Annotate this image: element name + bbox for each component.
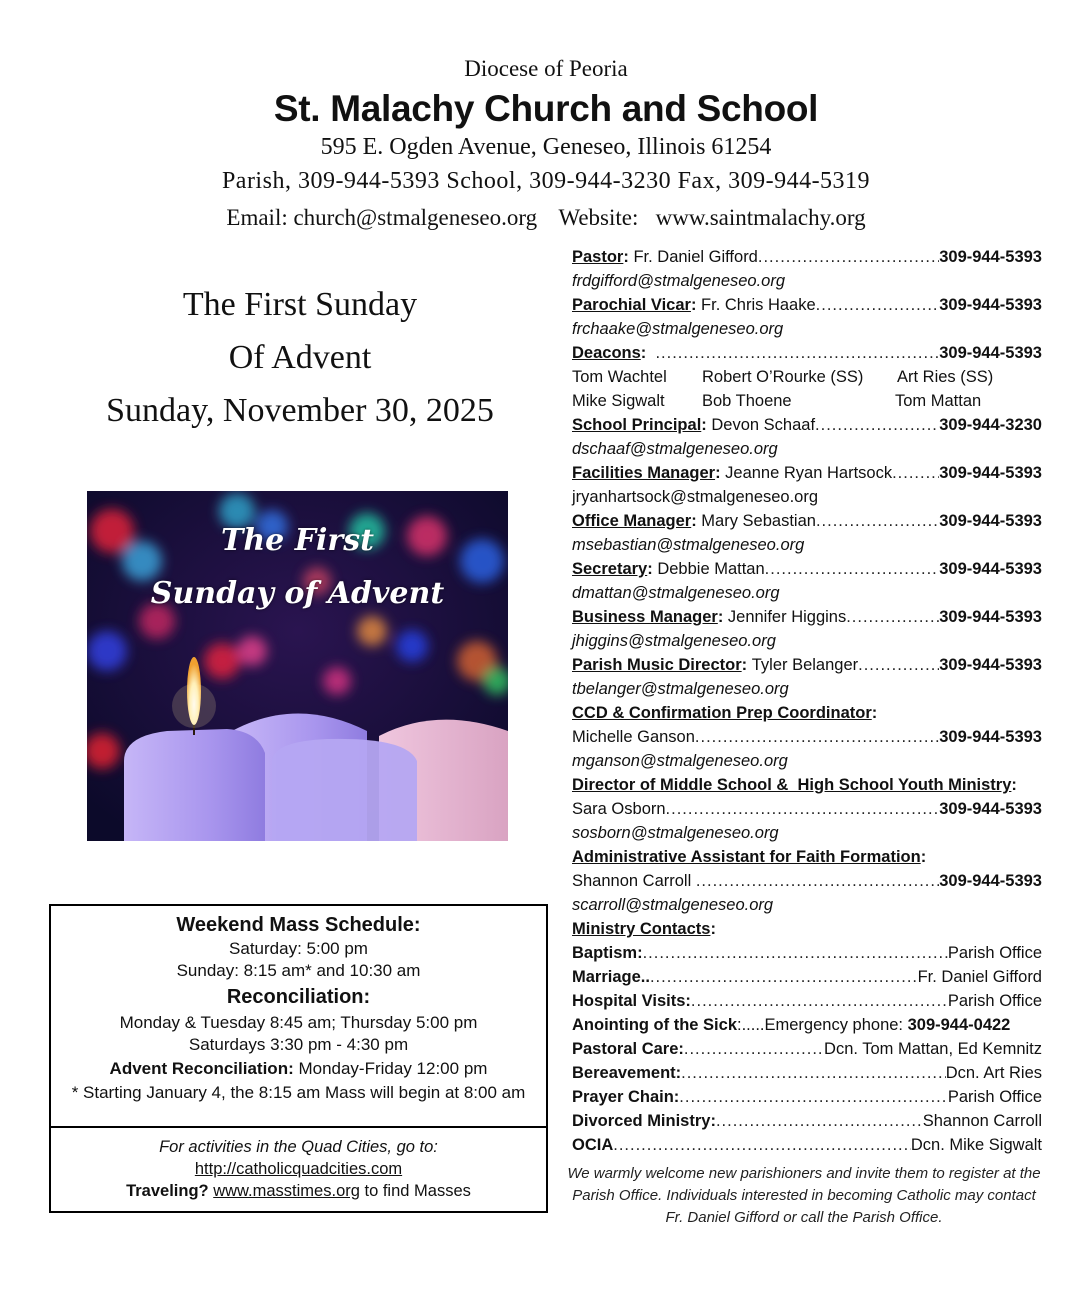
staff-name: Fr. Chris Haake (701, 296, 816, 314)
sunday-date: Sunday, November 30, 2025 (106, 392, 494, 429)
traveling-label: Traveling? (126, 1182, 209, 1200)
staff-phone: 309-944-5393 (939, 560, 1042, 578)
staff-name: Jeanne Ryan Hartsock (725, 464, 893, 482)
mass-schedule-box (49, 904, 548, 1213)
staff-name: Tyler Belanger (751, 656, 859, 674)
leader-dots (650, 965, 918, 989)
leader-dots (858, 653, 939, 677)
emergency-phone: 309-944-0422 (907, 1016, 1011, 1034)
staff-title: CCD & Confirmation Prep Coordinator (572, 704, 872, 722)
advent-reconciliation-label: Advent Reconciliation: (109, 1059, 294, 1078)
leader-dots (695, 725, 939, 749)
advent-reconciliation-time: Monday-Friday 12:00 pm (293, 1059, 488, 1078)
staff-directory (572, 245, 1042, 1157)
deacon-name: Tom Wachtel (572, 368, 667, 386)
staff-phone: 309-944-5393 (939, 344, 1042, 362)
staff-name: Mary Sebastian (701, 512, 816, 530)
leader-dots (691, 989, 948, 1013)
ministry-row (572, 989, 1042, 1013)
advent-candles-image (87, 491, 508, 841)
staff-email[interactable]: sosborn@stmalgeneseo.org (572, 824, 779, 842)
staff-email[interactable]: frchaake@stmalgeneseo.org (572, 320, 784, 338)
ministry-label: Marriage.. (572, 968, 650, 986)
ministry-label: OCIA (572, 1136, 614, 1154)
leader-dots (716, 1109, 923, 1133)
church-name: St. Malachy Church and School (273, 88, 819, 129)
traveling-suffix: to find Masses (359, 1182, 471, 1200)
sunday-title-line2: Of Advent (228, 339, 372, 376)
activities-section (51, 1128, 546, 1202)
image-title-line2: Sunday of Advent (150, 576, 445, 611)
staff-email[interactable]: jhiggins@stmalgeneseo.org (572, 632, 776, 650)
ministry-label: Pastoral Care: (572, 1040, 684, 1058)
leader-dots (684, 1037, 824, 1061)
ministry-value: Parish Office (947, 992, 1042, 1010)
saturday-mass-time: Saturday: 5:00 pm (229, 939, 368, 958)
church-address: 595 E. Ogden Avenue, Geneseo, Illinois 61254 (320, 134, 772, 160)
ministry-value: Parish Office (947, 1088, 1042, 1106)
reconciliation-weekday-times: Monday & Tuesday 8:45 am; Thursday 5:00 pm (119, 1013, 478, 1032)
diocese-name: Diocese of Peoria (464, 56, 628, 81)
staff-title: Parish Music Director (572, 656, 742, 674)
staff-row-deacons: Deacons: ..... 309-944-5393 (572, 341, 1042, 365)
staff-title: Office Manager (572, 512, 692, 530)
staff-title: Administrative Assistant for Faith Formation (572, 848, 921, 866)
staff-email[interactable]: dschaaf@stmalgeneseo.org (572, 440, 778, 458)
ministry-value: Fr. Daniel Gifford (917, 968, 1042, 986)
staff-row-principal: School Principal: Devon Schaaf ..... 309-944-3230 (572, 413, 1042, 437)
deacon-name: Art Ries (SS) (897, 368, 994, 386)
activities-text: For activities in the Quad Cities, go to: (159, 1138, 438, 1156)
reconciliation-saturday-times: Saturdays 3:30 pm - 4:30 pm (188, 1035, 409, 1054)
leader-dots (815, 413, 939, 437)
staff-row-youth (572, 797, 1042, 821)
staff-email[interactable]: frdgifford@stmalgeneseo.org (572, 272, 786, 290)
staff-phone: 309-944-5393 (939, 608, 1042, 626)
staff-row-ccd (572, 725, 1042, 749)
mass-schedule-section (51, 912, 546, 1128)
advent-reconciliation (51, 1056, 546, 1082)
staff-phone: 309-944-5393 (939, 800, 1042, 818)
masstimes-link[interactable]: www.masstimes.org (213, 1182, 360, 1200)
staff-title: Director of Middle School & High School Youth Ministry (572, 776, 1012, 794)
ministry-value: Dcn. Mike Sigwalt (910, 1136, 1042, 1154)
leader-dots (666, 797, 940, 821)
ministry-row (572, 1061, 1042, 1085)
ministry-label: Anointing of the Sick (572, 1016, 737, 1034)
staff-phone: 309-944-5393 (939, 512, 1042, 530)
staff-email[interactable]: scarroll@stmalgeneseo.org (572, 896, 774, 914)
staff-phone: 309-944-5393 (939, 248, 1042, 266)
staff-row-music: Parish Music Director: Tyler Belanger ..... 309-944-5393 (572, 653, 1042, 677)
deacon-name: Tom Mattan (895, 392, 982, 410)
ministry-value: Dcn. Tom Mattan, Ed Kemnitz (824, 1040, 1042, 1058)
staff-row-pastor: Pastor: Fr. Daniel Gifford ..... 309-944-5393 (572, 245, 1042, 269)
ministry-row (572, 1037, 1042, 1061)
leader-dots (643, 941, 948, 965)
staff-row-business: Business Manager: Jennifer Higgins ..... 309-944-5393 (572, 605, 1042, 629)
staff-title: School Principal (572, 416, 702, 434)
ministry-row (572, 1109, 1042, 1133)
leader-dots (765, 557, 940, 581)
deacon-name: Robert O’Rourke (SS) (702, 368, 864, 386)
ministry-label: Baptism: (572, 944, 643, 962)
website-link[interactable]: www.saintmalachy.org (655, 205, 866, 230)
staff-name: Michelle Ganson (572, 728, 695, 746)
ministry-row-anointing (572, 1013, 1042, 1037)
staff-phone: 309-944-5393 (939, 872, 1042, 890)
leader-dots (679, 1085, 948, 1109)
ministry-heading-text: Ministry Contacts (572, 920, 711, 938)
ministry-label: Hospital Visits: (572, 992, 691, 1010)
ministry-value: :.....Emergency phone: (737, 1016, 908, 1034)
ministry-value: Shannon Carroll (922, 1112, 1042, 1130)
ministry-value: Dcn. Art Ries (945, 1064, 1042, 1082)
deacon-names-row (572, 389, 1042, 413)
staff-heading-youth: Director of Middle School & High School Youth Ministry: (572, 776, 1017, 794)
staff-phone: 309-944-5393 (939, 728, 1042, 746)
staff-name: Fr. Daniel Gifford (633, 248, 758, 266)
staff-title: Pastor (572, 248, 624, 266)
weekend-mass-heading: Weekend Mass Schedule: (176, 914, 421, 936)
leader-dots (816, 509, 939, 533)
church-phones: Parish, 309-944-5393 School, 309-944-3230 Fax, 309-944-5319 (221, 168, 871, 194)
sunday-title-line1: The First Sunday (182, 286, 418, 323)
traveling-line (51, 1180, 546, 1202)
leader-dots (892, 461, 939, 485)
sunday-mass-times: Sunday: 8:15 am* and 10:30 am (176, 961, 421, 980)
staff-row-secretary: Secretary: Debbie Mattan ..... 309-944-5393 (572, 557, 1042, 581)
staff-name: Devon Schaaf (711, 416, 816, 434)
deacon-names-row (572, 365, 1042, 389)
quad-cities-link[interactable]: http://catholicquadcities.com (194, 1160, 403, 1178)
ministry-label: Divorced Ministry: (572, 1112, 716, 1130)
mass-time-change-note: * Starting January 4, the 8:15 am Mass will begin at 8:00 am (71, 1083, 526, 1102)
staff-title: Facilities Manager (572, 464, 716, 482)
church-email[interactable]: Email: church@stmalgeneseo.org (226, 205, 538, 230)
website-label: Website: (558, 205, 639, 230)
staff-title: Parochial Vicar (572, 296, 691, 314)
ministry-label: Bereavement: (572, 1064, 682, 1082)
staff-name: Sara Osborn (572, 800, 666, 818)
staff-title: Secretary (572, 560, 648, 578)
sunday-title-block (60, 278, 540, 437)
contact-line (0, 205, 1092, 231)
welcome-message: We warmly welcome new parishioners and invite them to register at the Parish Office. Individuals interested in becoming Catholic may contact Fr. Daniel Gifford or call the Parish Office. (567, 1165, 1041, 1226)
staff-row-facilities: Facilities Manager: Jeanne Ryan Hartsock ..... 309-944-5393 (572, 461, 1042, 485)
staff-email[interactable]: jryanhartsock@stmalgeneseo.org (572, 488, 819, 506)
staff-row-vicar: Parochial Vicar: Fr. Chris Haake ..... 309-944-5393 (572, 293, 1042, 317)
deacon-name: Mike Sigwalt (572, 392, 665, 410)
ministry-label: Prayer Chain: (572, 1088, 680, 1106)
staff-row-admin (572, 869, 1042, 893)
leader-dots (846, 605, 939, 629)
ministry-row (572, 965, 1042, 989)
leader-dots (816, 293, 940, 317)
ministry-contacts-heading: Ministry Contacts: (572, 920, 716, 938)
staff-heading-ccd: CCD & Confirmation Prep Coordinator: (572, 704, 878, 722)
ministry-row (572, 941, 1042, 965)
staff-name: Debbie Mattan (657, 560, 765, 578)
leader-dots (696, 869, 939, 893)
leader-dots (613, 1133, 911, 1157)
ministry-row (572, 1133, 1042, 1157)
staff-phone: 309-944-5393 (939, 296, 1042, 314)
staff-title: Deacons (572, 344, 641, 362)
staff-email[interactable]: msebastian@stmalgeneseo.org (572, 536, 805, 554)
staff-title: Business Manager (572, 608, 718, 626)
staff-phone: 309-944-3230 (939, 416, 1042, 434)
leader-dots (681, 1061, 946, 1085)
staff-heading-admin: Administrative Assistant for Faith Formation: (572, 848, 927, 866)
staff-email[interactable]: tbelanger@stmalgeneseo.org (572, 680, 789, 698)
leader-dots (655, 341, 939, 365)
staff-phone: 309-944-5393 (939, 656, 1042, 674)
staff-email[interactable]: mganson@stmalgeneseo.org (572, 752, 788, 770)
staff-email[interactable]: dmattan@stmalgeneseo.org (572, 584, 780, 602)
staff-row-office: Office Manager: Mary Sebastian ..... 309-944-5393 (572, 509, 1042, 533)
reconciliation-heading: Reconciliation: (226, 986, 371, 1008)
ministry-value: Parish Office (947, 944, 1042, 962)
image-title-line1: The First (221, 523, 374, 558)
ministry-row (572, 1085, 1042, 1109)
deacon-name: Bob Thoene (702, 392, 792, 410)
staff-name: Jennifer Higgins (727, 608, 847, 626)
staff-phone: 309-944-5393 (939, 464, 1042, 482)
staff-name: Shannon Carroll (572, 872, 696, 890)
leader-dots (758, 245, 939, 269)
